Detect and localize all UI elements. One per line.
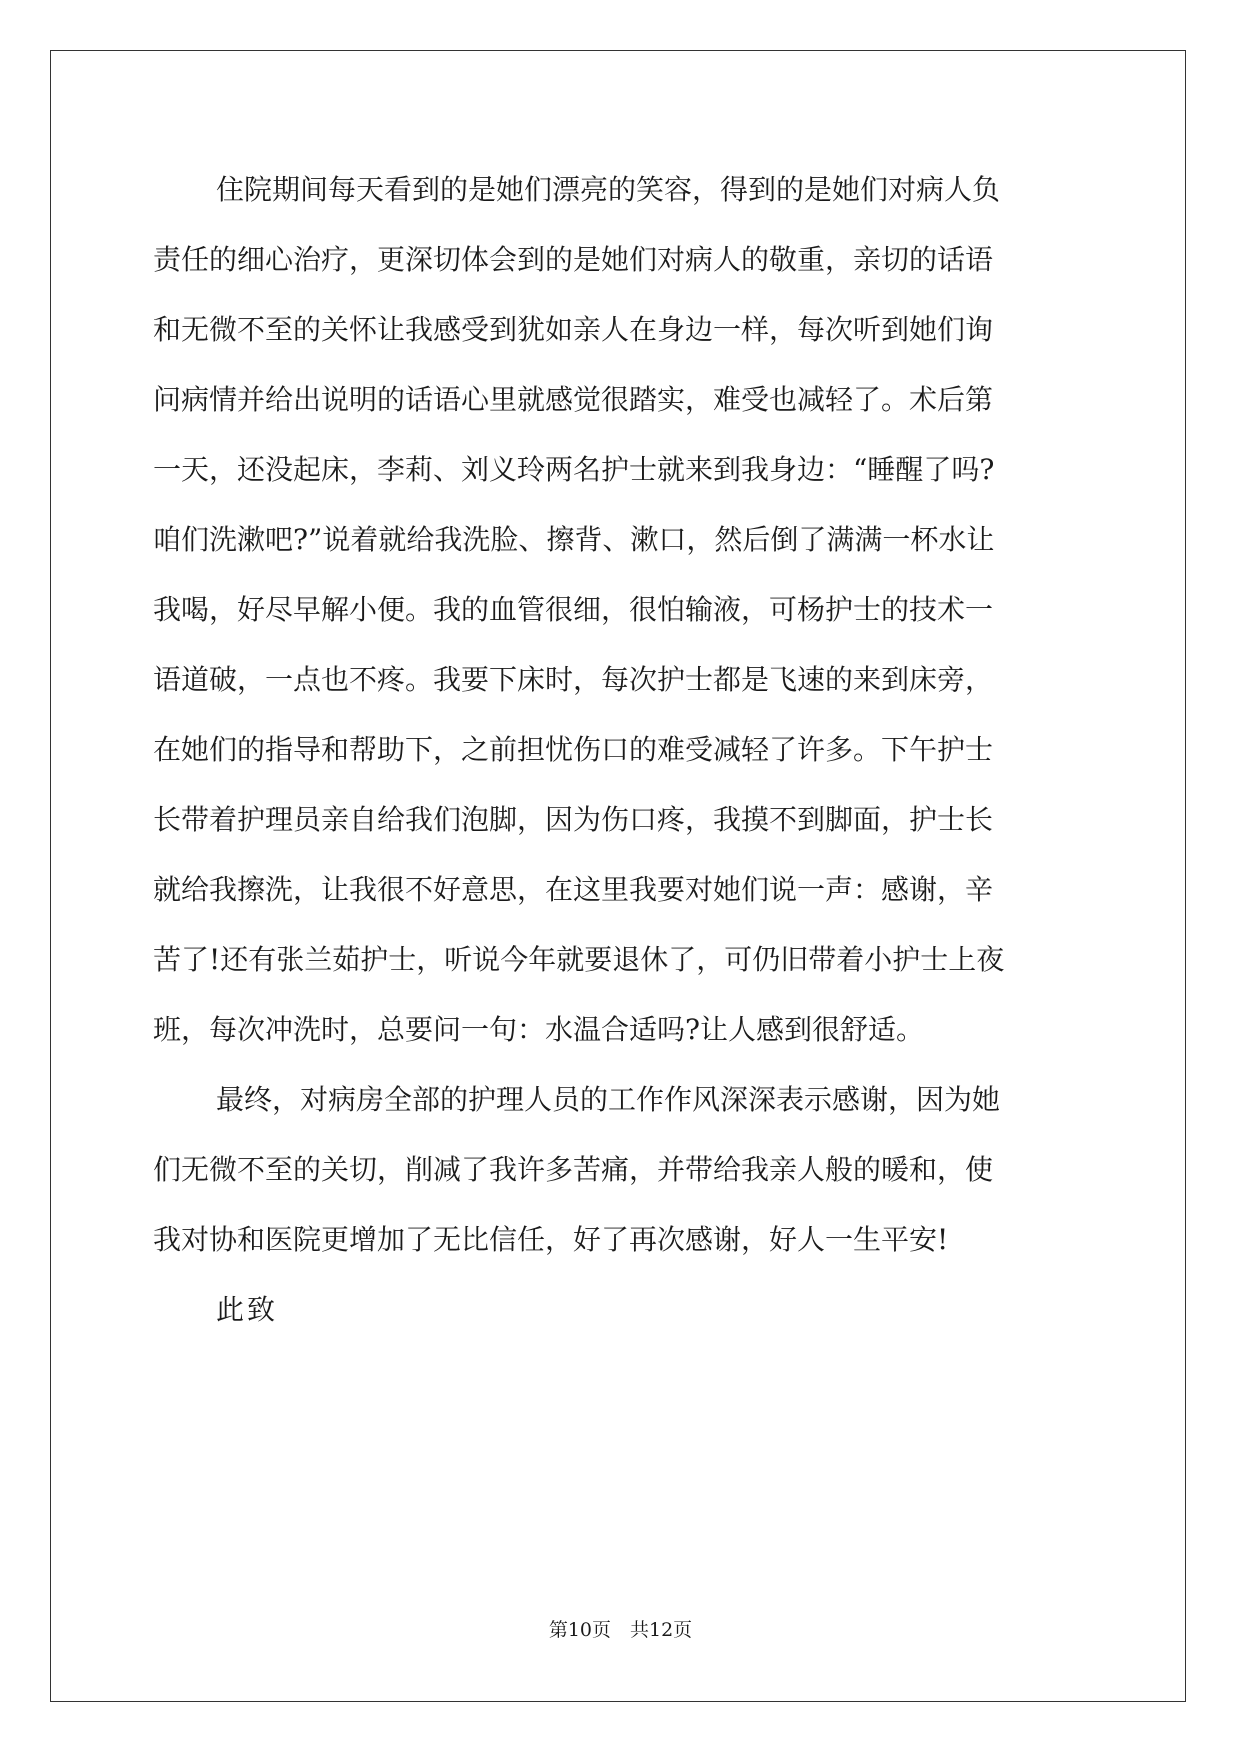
paragraph-1-line-3: 和无微不至的关怀让我感受到犹如亲人在身边一样，每次听到她们询 <box>153 313 994 346</box>
paragraph-1-line-10: 长带着护理员亲自给我们泡脚，因为伤口疼，我摸不到脚面，护士长 <box>153 803 994 836</box>
paragraph-2-line-1: 最终，对病房全部的护理人员的工作作风深深表示感谢，因为她 <box>216 1083 1001 1116</box>
paragraph-1-line-5: 一天，还没起床，李莉、刘义玲两名护士就来到我身边：“睡醒了吗? <box>153 453 995 486</box>
paragraph-1-line-11: 就给我擦洗，让我很不好意思，在这里我要对她们说一声：感谢，辛 <box>153 873 994 906</box>
page-number: 第10页 共12页 <box>548 1619 693 1641</box>
closing-salutation: 此致 <box>216 1293 279 1326</box>
paragraph-1-line-6: 咱们洗漱吧?”说着就给我洗脸、擦背、漱口，然后倒了满满一杯水让 <box>153 523 995 556</box>
paragraph-1-line-8: 语道破，一点也不疼。我要下床时，每次护士都是飞速的来到床旁， <box>153 663 994 696</box>
paragraph-1-line-13: 班，每次冲洗时，总要问一句：水温合适吗?让人感到很舒适。 <box>153 1013 925 1046</box>
paragraph-2-line-2: 们无微不至的关切，削减了我许多苦痛，并带给我亲人般的暖和，使 <box>153 1153 994 1186</box>
paragraph-1-line-4: 问病情并给出说明的话语心里就感觉很踏实，难受也减轻了。术后第 <box>153 383 994 416</box>
paragraph-1-line-1: 住院期间每天看到的是她们漂亮的笑容，得到的是她们对病人负 <box>216 173 1001 206</box>
paragraph-1-line-12: 苦了!还有张兰茹护士，听说今年就要退休了，可仍旧带着小护士上夜 <box>153 943 1005 976</box>
paragraph-1-line-2: 责任的细心治疗，更深切体会到的是她们对病人的敬重，亲切的话语 <box>153 243 994 276</box>
paragraph-1-line-9: 在她们的指导和帮助下，之前担忧伤口的难受减轻了许多。下午护士 <box>153 733 994 766</box>
paragraph-2-line-3: 我对协和医院更增加了无比信任，好了再次感谢，好人一生平安! <box>153 1223 949 1256</box>
paragraph-1-line-7: 我喝，好尽早解小便。我的血管很细，很怕输液，可杨护士的技术一 <box>153 593 994 626</box>
